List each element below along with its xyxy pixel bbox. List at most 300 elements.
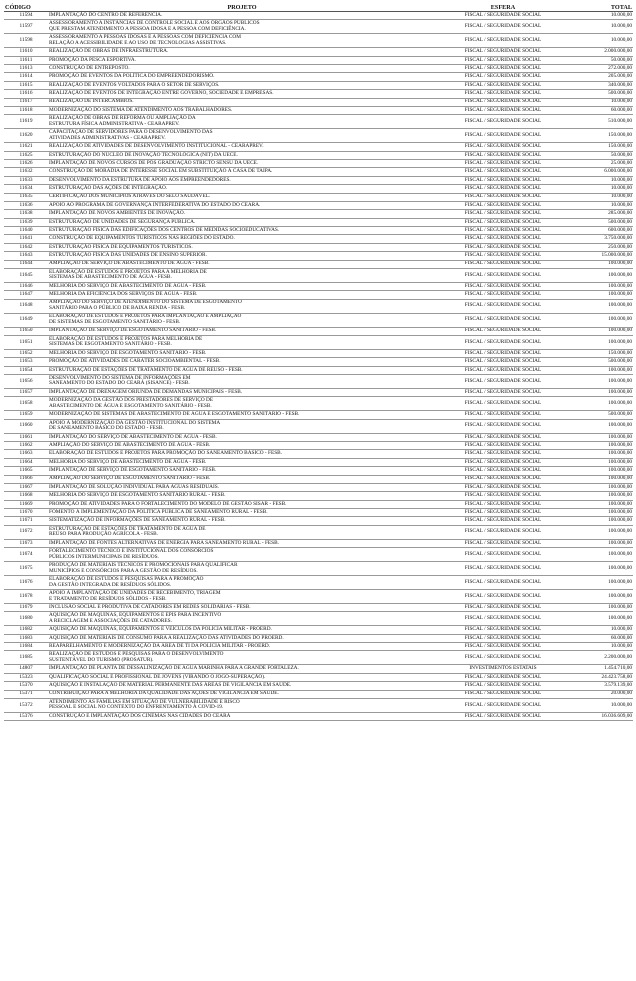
cell-esfera: FISCAL / SEGURIDADE SOCIAL bbox=[436, 65, 570, 73]
table-row bbox=[4, 450, 633, 458]
cell-codigo: 11645 bbox=[4, 268, 48, 282]
cell-total: 100.000,00 bbox=[570, 548, 633, 562]
cell-projeto: REALIZAÇÃO DE ATIVIDADES DE DESENVOLVIMENTO INSTITUCIONAL - CEARAPREV. bbox=[48, 143, 436, 151]
table-row bbox=[4, 235, 633, 243]
cell-codigo: 11679 bbox=[4, 604, 48, 612]
cell-codigo: 11633 bbox=[4, 176, 48, 184]
cell-esfera: FISCAL / SEGURIDADE SOCIAL bbox=[436, 442, 570, 450]
cell-esfera: FISCAL / SEGURIDADE SOCIAL bbox=[436, 12, 570, 20]
cell-codigo: 11682 bbox=[4, 626, 48, 634]
cell-projeto: CERTIFICAÇÃO DOS MUNICÍPIOS ATRAVÉS DO SELO SAUDÁVEL. bbox=[48, 193, 436, 201]
cell-codigo: 11626 bbox=[4, 160, 48, 168]
cell-esfera: FISCAL / SEGURIDADE SOCIAL bbox=[436, 419, 570, 433]
table-body bbox=[4, 12, 633, 721]
cell-codigo: 11638 bbox=[4, 210, 48, 218]
cell-total: 24.423.758,00 bbox=[570, 673, 633, 681]
cell-codigo: 11658 bbox=[4, 397, 48, 411]
cell-projeto: CONSTRUÇÃO DE ENTREPOSTO. bbox=[48, 65, 436, 73]
table-row bbox=[4, 375, 633, 389]
table-row bbox=[4, 433, 633, 441]
cell-total: 15.000.000,00 bbox=[570, 252, 633, 260]
cell-total: 2.200.000,00 bbox=[570, 651, 633, 665]
cell-codigo: 11666 bbox=[4, 475, 48, 483]
cell-esfera: FISCAL / SEGURIDADE SOCIAL bbox=[436, 129, 570, 143]
table-row bbox=[4, 562, 633, 576]
table-row bbox=[4, 483, 633, 491]
cell-projeto: PROMOÇÃO DE EVENTOS DA POLÍTICA DO EMPREENDEDORISMO. bbox=[48, 73, 436, 81]
cell-total: 100.000,00 bbox=[570, 335, 633, 349]
cell-esfera: FISCAL / SEGURIDADE SOCIAL bbox=[436, 34, 570, 48]
cell-projeto: ESTRUTURAÇÃO FÍSICA DAS UNIDADES DE ENSINO SUPERIOR. bbox=[48, 252, 436, 260]
cell-esfera: FISCAL / SEGURIDADE SOCIAL bbox=[436, 268, 570, 282]
cell-total: 100.000,00 bbox=[570, 327, 633, 335]
table-row bbox=[4, 475, 633, 483]
cell-projeto: CONSTRUÇÃO DE EQUIPAMENTOS TURÍSTICOS NAS REGIÕES DO ESTADO. bbox=[48, 235, 436, 243]
table-row bbox=[4, 612, 633, 626]
cell-esfera: FISCAL / SEGURIDADE SOCIAL bbox=[436, 176, 570, 184]
table-header bbox=[4, 4, 633, 12]
table-row bbox=[4, 539, 633, 547]
cell-esfera: FISCAL / SEGURIDADE SOCIAL bbox=[436, 252, 570, 260]
cell-projeto: ESTRUTURAÇÃO DE ESTAÇÕES DE TRATAMENTO DE ÁGUA DE REUSO - FESB. bbox=[48, 366, 436, 374]
table-row bbox=[4, 291, 633, 299]
cell-codigo: 11639 bbox=[4, 218, 48, 226]
cell-codigo: 15376 bbox=[4, 712, 48, 720]
cell-projeto: MODERNIZAÇÃO DO SISTEMA DE ATENDIMENTO AOS TRABALHADORES. bbox=[48, 106, 436, 114]
cell-esfera: FISCAL / SEGURIDADE SOCIAL bbox=[436, 98, 570, 106]
header-esfera: ESFERA bbox=[436, 4, 570, 12]
cell-codigo: 11670 bbox=[4, 509, 48, 517]
cell-codigo: 11610 bbox=[4, 48, 48, 56]
table-row bbox=[4, 500, 633, 508]
cell-esfera: FISCAL / SEGURIDADE SOCIAL bbox=[436, 467, 570, 475]
cell-codigo: 11672 bbox=[4, 525, 48, 539]
cell-total: 60.000,00 bbox=[570, 634, 633, 642]
cell-total: 150.000,00 bbox=[570, 349, 633, 357]
table-row bbox=[4, 243, 633, 251]
cell-total: 10.000,00 bbox=[570, 12, 633, 20]
cell-total: 100.000,00 bbox=[570, 492, 633, 500]
cell-esfera: FISCAL / SEGURIDADE SOCIAL bbox=[436, 81, 570, 89]
cell-total: 50.000,00 bbox=[570, 151, 633, 159]
cell-total: 100.000,00 bbox=[570, 500, 633, 508]
cell-esfera: FISCAL / SEGURIDADE SOCIAL bbox=[436, 509, 570, 517]
table-row bbox=[4, 210, 633, 218]
cell-projeto: MELHORIA DO SERVIÇO DE ESGOTAMENTO SANITÁRIO RURAL - FESB. bbox=[48, 492, 436, 500]
cell-esfera: FISCAL / SEGURIDADE SOCIAL bbox=[436, 411, 570, 419]
cell-codigo: 11680 bbox=[4, 612, 48, 626]
table-row bbox=[4, 590, 633, 604]
cell-codigo: 14807 bbox=[4, 665, 48, 673]
cell-total: 250.000,00 bbox=[570, 243, 633, 251]
cell-projeto: QUALIFICAÇÃO SOCIAL E PROFISSIONAL DE JOVENS (VIRANDO O JOGO-SUPERAÇÃO). bbox=[48, 673, 436, 681]
table-row bbox=[4, 260, 633, 268]
cell-esfera: FISCAL / SEGURIDADE SOCIAL bbox=[436, 115, 570, 129]
cell-codigo: 11650 bbox=[4, 327, 48, 335]
table-row bbox=[4, 576, 633, 590]
cell-codigo: 11597 bbox=[4, 20, 48, 34]
cell-codigo: 11618 bbox=[4, 106, 48, 114]
cell-esfera: FISCAL / SEGURIDADE SOCIAL bbox=[436, 673, 570, 681]
table-row bbox=[4, 366, 633, 374]
cell-codigo: 11664 bbox=[4, 458, 48, 466]
cell-codigo: 11644 bbox=[4, 260, 48, 268]
cell-projeto: ELABORAÇÃO DE ESTUDOS E PROJETOS PARA PROMOÇÃO DO SANEAMENTO BÁSICO - FESB. bbox=[48, 450, 436, 458]
table-row bbox=[4, 492, 633, 500]
cell-esfera: FISCAL / SEGURIDADE SOCIAL bbox=[436, 106, 570, 114]
table-row bbox=[4, 388, 633, 396]
cell-esfera: FISCAL / SEGURIDADE SOCIAL bbox=[436, 218, 570, 226]
cell-codigo: 11632 bbox=[4, 168, 48, 176]
table-row bbox=[4, 193, 633, 201]
cell-total: 10.000,00 bbox=[570, 698, 633, 712]
cell-codigo: 11635 bbox=[4, 193, 48, 201]
cell-total: 285.000,00 bbox=[570, 210, 633, 218]
cell-projeto: CONTRIBUIÇÃO PARA A MELHORIA DA QUALIDADE DAS AÇÕES DE VIGILÂNCIA EM SAÚDE. bbox=[48, 690, 436, 698]
cell-esfera: FISCAL / SEGURIDADE SOCIAL bbox=[436, 235, 570, 243]
cell-esfera: FISCAL / SEGURIDADE SOCIAL bbox=[436, 143, 570, 151]
cell-projeto: DESENVOLVIMENTO DA ESTRUTURA DE APOIO AOS EMPREENDEDORES. bbox=[48, 176, 436, 184]
cell-codigo: 11653 bbox=[4, 358, 48, 366]
cell-projeto: MELHORIA DA EFICIÊNCIA DOS SERVIÇOS DE ÁGUA - FESB. bbox=[48, 291, 436, 299]
header-projeto: PROJETO bbox=[48, 4, 436, 12]
cell-total: 100.000,00 bbox=[570, 397, 633, 411]
cell-codigo: 11615 bbox=[4, 81, 48, 89]
cell-codigo: 11648 bbox=[4, 299, 48, 313]
cell-esfera: FISCAL / SEGURIDADE SOCIAL bbox=[436, 576, 570, 590]
cell-total: 100.000,00 bbox=[570, 260, 633, 268]
cell-esfera: FISCAL / SEGURIDADE SOCIAL bbox=[436, 327, 570, 335]
cell-esfera: FISCAL / SEGURIDADE SOCIAL bbox=[436, 48, 570, 56]
cell-projeto: AMPLIAÇÃO DE SERVIÇO DE ABASTECIMENTO DE ÁGUA - FESB. bbox=[48, 260, 436, 268]
cell-projeto: AMPLIAÇÃO DO SERVIÇO DE ESGOTAMENTO SANITÁRIO - FESB. bbox=[48, 475, 436, 483]
cell-projeto: ESTRUTURAÇÃO FÍSICA DAS EDIFICAÇÕES DOS CENTROS DE MEDIDAS SOCIOEDUCATIVAS. bbox=[48, 227, 436, 235]
cell-projeto: APOIO AO PROGRAMA DE GOVERNANÇA INTERFEDERATIVA DO ESTADO DO CEARÁ. bbox=[48, 201, 436, 209]
header-total: TOTAL bbox=[570, 4, 633, 12]
cell-codigo: 11660 bbox=[4, 419, 48, 433]
cell-codigo: 11675 bbox=[4, 562, 48, 576]
cell-projeto: REALIZAÇÃO DE EVENTOS DE INTEGRAÇÃO ENTRE GOVERNO, SOCIEDADE E EMPRESAS. bbox=[48, 90, 436, 98]
cell-projeto: IMPLANTAÇÃO DE FONTES ALTERNATIVAS DE ENERGIA PARA SANEAMENTO RURAL - FESB. bbox=[48, 539, 436, 547]
cell-total: 10.000,00 bbox=[570, 98, 633, 106]
cell-codigo: 11676 bbox=[4, 576, 48, 590]
cell-projeto: REALIZAÇÃO DE OBRAS DE INFRAESTRUTURA. bbox=[48, 48, 436, 56]
cell-total: 100.000,00 bbox=[570, 458, 633, 466]
cell-projeto: FOMENTO À IMPLEMENTAÇÃO DA POLÍTICA PÚBLICA DE SANEAMENTO RURAL - FESB. bbox=[48, 509, 436, 517]
cell-codigo: 11668 bbox=[4, 492, 48, 500]
cell-total: 600.000,00 bbox=[570, 227, 633, 235]
cell-codigo: 11678 bbox=[4, 590, 48, 604]
cell-total: 100.000,00 bbox=[570, 291, 633, 299]
cell-esfera: FISCAL / SEGURIDADE SOCIAL bbox=[436, 604, 570, 612]
cell-esfera: FISCAL / SEGURIDADE SOCIAL bbox=[436, 201, 570, 209]
cell-codigo: 11641 bbox=[4, 235, 48, 243]
cell-esfera: FISCAL / SEGURIDADE SOCIAL bbox=[436, 458, 570, 466]
table-row bbox=[4, 525, 633, 539]
cell-total: 100.000,00 bbox=[570, 419, 633, 433]
cell-projeto: ATENDIMENTO ÀS FAMÍLIAS EM SITUAÇÃO DE VULNERABILIDADE E RISCO PESSOAL E SOCIAL NO CONTEXTO DO ENFRENTAMENTO À COVID-19. bbox=[48, 698, 436, 712]
cell-codigo: 15370 bbox=[4, 682, 48, 690]
cell-esfera: FISCAL / SEGURIDADE SOCIAL bbox=[436, 291, 570, 299]
cell-total: 1.454.710,00 bbox=[570, 665, 633, 673]
cell-projeto: IMPLANTAÇÃO DE NOVOS AMBIENTES DE INOVAÇÃO. bbox=[48, 210, 436, 218]
cell-projeto: IMPLANTAÇÃO DE SOLUÇÃO INDIVIDUAL PARA ÁGUAS RESIDUAIS. bbox=[48, 483, 436, 491]
table-row bbox=[4, 299, 633, 313]
cell-total: 100.000,00 bbox=[570, 475, 633, 483]
cell-total: 100.000,00 bbox=[570, 467, 633, 475]
cell-total: 20.000,00 bbox=[570, 690, 633, 698]
cell-projeto: INCLUSÃO SOCIAL E PRODUTIVA DE CATADORES EM REDES SOLIDÁRIAS - FESB. bbox=[48, 604, 436, 612]
cell-projeto: AQUISIÇÃO DE MÁQUINAS, EQUIPAMENTOS E VEÍCULOS DA POLÍCIA MILITAR - PROERD. bbox=[48, 626, 436, 634]
table-row bbox=[4, 56, 633, 64]
cell-esfera: FISCAL / SEGURIDADE SOCIAL bbox=[436, 358, 570, 366]
cell-esfera: FISCAL / SEGURIDADE SOCIAL bbox=[436, 260, 570, 268]
table-row bbox=[4, 626, 633, 634]
cell-codigo: 11674 bbox=[4, 548, 48, 562]
cell-total: 500.000,00 bbox=[570, 358, 633, 366]
table-row bbox=[4, 168, 633, 176]
table-row bbox=[4, 548, 633, 562]
table-row bbox=[4, 313, 633, 327]
cell-projeto: PRODUÇÃO DE MATERIAIS TÉCNICOS E PROMOCIONAIS PARA QUALIFICAR MUNICÍPIOS E CONSÓRCIOS PARA A GESTÃO DE RESÍDUOS. bbox=[48, 562, 436, 576]
cell-esfera: FISCAL / SEGURIDADE SOCIAL bbox=[436, 313, 570, 327]
cell-esfera: FISCAL / SEGURIDADE SOCIAL bbox=[436, 56, 570, 64]
cell-esfera: FISCAL / SEGURIDADE SOCIAL bbox=[436, 712, 570, 720]
cell-projeto: MELHORIA DO SERVIÇO DE ABASTECIMENTO DE ÁGUA - FESB. bbox=[48, 458, 436, 466]
cell-codigo: 11651 bbox=[4, 335, 48, 349]
cell-projeto: ASSESSORAMENTO A INSTÂNCIAS DE CONTROLE SOCIAL E AOS ÓRGÃOS PÚBLICOS QUE PRESTAM ATENDIMENTO A PESSOA IDOSA E A PESSOA COM DEFICIÊNCIA. bbox=[48, 20, 436, 34]
cell-codigo: 11613 bbox=[4, 65, 48, 73]
table-row bbox=[4, 643, 633, 651]
table-row bbox=[4, 20, 633, 34]
cell-projeto: PROMOÇÃO DE ATIVIDADES DE CARÁTER SOCIOAMBIENTAL - FESB. bbox=[48, 358, 436, 366]
cell-total: 6.000.000,00 bbox=[570, 168, 633, 176]
cell-total: 100.000,00 bbox=[570, 539, 633, 547]
cell-codigo: 11665 bbox=[4, 467, 48, 475]
cell-total: 100.000,00 bbox=[570, 517, 633, 525]
cell-esfera: FISCAL / SEGURIDADE SOCIAL bbox=[436, 90, 570, 98]
table-row bbox=[4, 419, 633, 433]
cell-projeto: REALIZAÇÃO DE ESTUDOS E PESQUISAS PARA O DESENVOLVIMENTO SUSTENTÁVEL DO TURISMO (PROSATUR). bbox=[48, 651, 436, 665]
table-row bbox=[4, 682, 633, 690]
cell-codigo: 11667 bbox=[4, 483, 48, 491]
cell-codigo: 11656 bbox=[4, 375, 48, 389]
table-row bbox=[4, 634, 633, 642]
cell-codigo: 11659 bbox=[4, 411, 48, 419]
cell-esfera: FISCAL / SEGURIDADE SOCIAL bbox=[436, 626, 570, 634]
cell-esfera: FISCAL / SEGURIDADE SOCIAL bbox=[436, 160, 570, 168]
table-row bbox=[4, 81, 633, 89]
table-row bbox=[4, 665, 633, 673]
cell-projeto: AMPLIAÇÃO DO SERVIÇO DE ATENDIMENTO DO SISTEMA DE ESGOTAMENTO SANITÁRIO PARA O PÚBLICO DE BAIXA RENDA - FESB. bbox=[48, 299, 436, 313]
cell-codigo: 11673 bbox=[4, 539, 48, 547]
table-row bbox=[4, 106, 633, 114]
cell-esfera: FISCAL / SEGURIDADE SOCIAL bbox=[436, 299, 570, 313]
cell-total: 100.000,00 bbox=[570, 576, 633, 590]
cell-total: 2.000.000,00 bbox=[570, 48, 633, 56]
cell-esfera: FISCAL / SEGURIDADE SOCIAL bbox=[436, 375, 570, 389]
cell-projeto: CAPACITAÇÃO DE SERVIDORES PARA O DESENVOLVIMENTO DAS ATIVIDADES ADMINISTRATIVAS - CEARAPREV. bbox=[48, 129, 436, 143]
cell-esfera: FISCAL / SEGURIDADE SOCIAL bbox=[436, 634, 570, 642]
cell-projeto: ESTRUTURAÇÃO DAS AÇÕES DE INTEGRAÇÃO. bbox=[48, 185, 436, 193]
cell-projeto: ESTRUTURAÇÃO FÍSICA DE EQUIPAMENTOS TURÍSTICOS. bbox=[48, 243, 436, 251]
header-codigo: CÓDIGO bbox=[4, 4, 48, 12]
cell-total: 100.000,00 bbox=[570, 612, 633, 626]
cell-total: 100.000,00 bbox=[570, 483, 633, 491]
cell-projeto: REAPARELHAMENTO E MODERNIZAÇÃO DA ÁREA DE TI DA POLÍCIA MILITAR - PROERD. bbox=[48, 643, 436, 651]
cell-projeto: AQUISIÇÃO DE MÁQUINAS, EQUIPAMENTOS E EPIS PARA INCENTIVO A RECICLAGEM E ASSOCIAÇÕES DE CATADORES. bbox=[48, 612, 436, 626]
cell-codigo: 11619 bbox=[4, 115, 48, 129]
cell-total: 150.000,00 bbox=[570, 143, 633, 151]
table-row bbox=[4, 115, 633, 129]
cell-total: 500.000,00 bbox=[570, 411, 633, 419]
cell-codigo: 11616 bbox=[4, 90, 48, 98]
table-row bbox=[4, 604, 633, 612]
cell-projeto: ELABORAÇÃO DE ESTUDOS E PROJETOS PARA IMPLANTAÇÃO E AMPLIAÇÃO DE SISTEMAS DE ESGOTAMENTO SANITÁRIO - FESB. bbox=[48, 313, 436, 327]
cell-esfera: INVESTIMENTOS ESTATAIS bbox=[436, 665, 570, 673]
table-row bbox=[4, 698, 633, 712]
table-row bbox=[4, 327, 633, 335]
table-row bbox=[4, 282, 633, 290]
cell-projeto: ELABORAÇÃO DE ESTUDOS E PROJETOS PARA A MELHORIA DE SISTEMAS DE ABASTECIMENTO DE ÁGUA - FESB. bbox=[48, 268, 436, 282]
cell-codigo: 11617 bbox=[4, 98, 48, 106]
cell-projeto: CONSTRUÇÃO E IMPLANTAÇÃO DOS CINEMAS NAS CIDADES DO CEARÁ bbox=[48, 712, 436, 720]
table-row bbox=[4, 349, 633, 357]
cell-esfera: FISCAL / SEGURIDADE SOCIAL bbox=[436, 590, 570, 604]
table-row bbox=[4, 65, 633, 73]
cell-projeto: SISTEMATIZAÇÃO DE INFORMAÇÕES DE SANEAMENTO RURAL - FESB. bbox=[48, 517, 436, 525]
cell-total: 10.000,00 bbox=[570, 185, 633, 193]
cell-esfera: FISCAL / SEGURIDADE SOCIAL bbox=[436, 651, 570, 665]
cell-esfera: FISCAL / SEGURIDADE SOCIAL bbox=[436, 517, 570, 525]
table-row bbox=[4, 176, 633, 184]
cell-projeto: MELHORIA DO SERVIÇO DE ESGOTAMENTO SANITÁRIO - FESB. bbox=[48, 349, 436, 357]
cell-esfera: FISCAL / SEGURIDADE SOCIAL bbox=[436, 227, 570, 235]
table-row bbox=[4, 73, 633, 81]
cell-total: 3.750.000,00 bbox=[570, 235, 633, 243]
cell-esfera: FISCAL / SEGURIDADE SOCIAL bbox=[436, 433, 570, 441]
cell-projeto: IMPLANTAÇÃO DE PLANTA DE DESSALINIZAÇÃO DE ÁGUA MARINHA PARA A GRANDE FORTALEZA. bbox=[48, 665, 436, 673]
cell-total: 10.000,00 bbox=[570, 193, 633, 201]
projects-table bbox=[4, 4, 633, 721]
cell-projeto: APOIO À IMPLANTAÇÃO DE UNIDADES DE RECEBIMENTO, TRIAGEM E TRATAMENTO DE RESÍDUOS SÓLIDOS - FESB. bbox=[48, 590, 436, 604]
cell-codigo: 11663 bbox=[4, 450, 48, 458]
cell-total: 25.000,00 bbox=[570, 160, 633, 168]
cell-codigo: 11643 bbox=[4, 252, 48, 260]
cell-projeto: PROMOÇÃO DE ATIVIDADES PARA O FORTALECIMENTO DO MODELO DE GESTÃO SISAR - FESB. bbox=[48, 500, 436, 508]
cell-total: 10.000,00 bbox=[570, 626, 633, 634]
cell-codigo: 11636 bbox=[4, 201, 48, 209]
cell-esfera: FISCAL / SEGURIDADE SOCIAL bbox=[436, 525, 570, 539]
cell-total: 10.000,00 bbox=[570, 176, 633, 184]
cell-codigo: 11657 bbox=[4, 388, 48, 396]
cell-projeto: IMPLANTAÇÃO DE DRENAGEM ORIUNDA DE DEMANDAS MUNICIPAIS - FESB. bbox=[48, 388, 436, 396]
cell-projeto: MODERNIZAÇÃO DA GESTÃO DOS PRESTADORES DE SERVIÇO DE ABASTECIMENTO DE ÁGUA E ESGOTAMENTO SANITÁRIO - FESB. bbox=[48, 397, 436, 411]
cell-codigo: 11598 bbox=[4, 34, 48, 48]
cell-projeto: APOIO À MODERNIZAÇÃO DA GESTÃO INSTITUCIONAL DO SISTEMA DE SANEAMENTO BÁSICO DO ESTADO - FESB. bbox=[48, 419, 436, 433]
table-row bbox=[4, 397, 633, 411]
cell-esfera: FISCAL / SEGURIDADE SOCIAL bbox=[436, 690, 570, 698]
cell-projeto: ESTRUTURAÇÃO DE UNIDADES DE SEGURANÇA PÚBLICA. bbox=[48, 218, 436, 226]
cell-esfera: FISCAL / SEGURIDADE SOCIAL bbox=[436, 349, 570, 357]
cell-total: 10.000,00 bbox=[570, 643, 633, 651]
cell-total: 100.000,00 bbox=[570, 509, 633, 517]
cell-esfera: FISCAL / SEGURIDADE SOCIAL bbox=[436, 73, 570, 81]
cell-projeto: ESTRUTURAÇÃO DE ESTAÇÕES DE TRATAMENTO DE ÁGUA DE REÚSO PARA PRODUÇÃO AGRÍCOLA - FESB. bbox=[48, 525, 436, 539]
table-row bbox=[4, 673, 633, 681]
cell-esfera: FISCAL / SEGURIDADE SOCIAL bbox=[436, 548, 570, 562]
cell-esfera: FISCAL / SEGURIDADE SOCIAL bbox=[436, 450, 570, 458]
table-row bbox=[4, 90, 633, 98]
cell-projeto: ASSESSORAMENTO A PESSOAS IDOSAS E A PESSOAS COM DEFICIÊNCIA COM RELAÇÃO A ACESSIBILIDADE E AO USO DE TECNOLOGIAS ASSISTIVAS. bbox=[48, 34, 436, 48]
cell-codigo: 11620 bbox=[4, 129, 48, 143]
cell-esfera: FISCAL / SEGURIDADE SOCIAL bbox=[436, 698, 570, 712]
table-row bbox=[4, 227, 633, 235]
cell-total: 150.000,00 bbox=[570, 129, 633, 143]
cell-projeto: ESTRUTURAÇÃO DO NÚCLEO DE INOVAÇÃO TECNOLÓGICA (NIT) DA UECE. bbox=[48, 151, 436, 159]
cell-codigo: 11671 bbox=[4, 517, 48, 525]
cell-codigo: 11683 bbox=[4, 634, 48, 642]
cell-esfera: FISCAL / SEGURIDADE SOCIAL bbox=[436, 366, 570, 374]
cell-codigo: 11634 bbox=[4, 185, 48, 193]
cell-esfera: FISCAL / SEGURIDADE SOCIAL bbox=[436, 168, 570, 176]
cell-total: 100.000,00 bbox=[570, 442, 633, 450]
cell-codigo: 11654 bbox=[4, 366, 48, 374]
cell-total: 60.000,00 bbox=[570, 106, 633, 114]
cell-codigo: 15372 bbox=[4, 698, 48, 712]
cell-total: 500.000,00 bbox=[570, 90, 633, 98]
cell-projeto: ELABORAÇÃO DE ESTUDOS E PESQUISAS PARA A PROMOÇÃO DA GESTÃO INTEGRADA DE RESÍDUOS SÓLIDOS. bbox=[48, 576, 436, 590]
cell-esfera: FISCAL / SEGURIDADE SOCIAL bbox=[436, 483, 570, 491]
table-row bbox=[4, 358, 633, 366]
cell-codigo: 11594 bbox=[4, 12, 48, 20]
table-row bbox=[4, 712, 633, 720]
cell-total: 50.000,00 bbox=[570, 56, 633, 64]
table-row bbox=[4, 690, 633, 698]
table-row bbox=[4, 143, 633, 151]
table-row bbox=[4, 517, 633, 525]
cell-total: 16.036.609,00 bbox=[570, 712, 633, 720]
cell-codigo: 11652 bbox=[4, 349, 48, 357]
cell-codigo: 11662 bbox=[4, 442, 48, 450]
cell-projeto: IMPLANTAÇÃO DE SERVIÇO DE ESGOTAMENTO SANITÁRIO - FESB. bbox=[48, 327, 436, 335]
cell-esfera: FISCAL / SEGURIDADE SOCIAL bbox=[436, 185, 570, 193]
cell-codigo: 11661 bbox=[4, 433, 48, 441]
cell-codigo: 15371 bbox=[4, 690, 48, 698]
cell-projeto: CONSTRUÇÃO DE MORADIA DE INTERESSE SOCIAL EM SUBSTITUIÇÃO À CASA DE TAIPA. bbox=[48, 168, 436, 176]
table-row bbox=[4, 651, 633, 665]
cell-total: 10.000,00 bbox=[570, 20, 633, 34]
cell-codigo: 11621 bbox=[4, 143, 48, 151]
cell-total: 100.000,00 bbox=[570, 604, 633, 612]
cell-projeto: PROMOÇÃO DA PESCA ESPORTIVA. bbox=[48, 56, 436, 64]
cell-esfera: FISCAL / SEGURIDADE SOCIAL bbox=[436, 562, 570, 576]
cell-codigo: 11669 bbox=[4, 500, 48, 508]
cell-esfera: FISCAL / SEGURIDADE SOCIAL bbox=[436, 682, 570, 690]
cell-total: 100.000,00 bbox=[570, 433, 633, 441]
cell-esfera: FISCAL / SEGURIDADE SOCIAL bbox=[436, 151, 570, 159]
cell-total: 510.000,00 bbox=[570, 115, 633, 129]
cell-codigo: 11685 bbox=[4, 651, 48, 665]
cell-projeto: ELABORAÇÃO DE ESTUDOS E PROJETOS PARA MELHORIA DE SISTEMAS DE ESGOTAMENTO SANITÁRIO - FESB. bbox=[48, 335, 436, 349]
cell-esfera: FISCAL / SEGURIDADE SOCIAL bbox=[436, 500, 570, 508]
cell-codigo: 11684 bbox=[4, 643, 48, 651]
cell-total: 10.000,00 bbox=[570, 201, 633, 209]
cell-codigo: 11649 bbox=[4, 313, 48, 327]
cell-projeto: IMPLANTAÇÃO DO CENTRO DE REFERÊNCIA. bbox=[48, 12, 436, 20]
cell-esfera: FISCAL / SEGURIDADE SOCIAL bbox=[436, 335, 570, 349]
cell-esfera: FISCAL / SEGURIDADE SOCIAL bbox=[436, 282, 570, 290]
